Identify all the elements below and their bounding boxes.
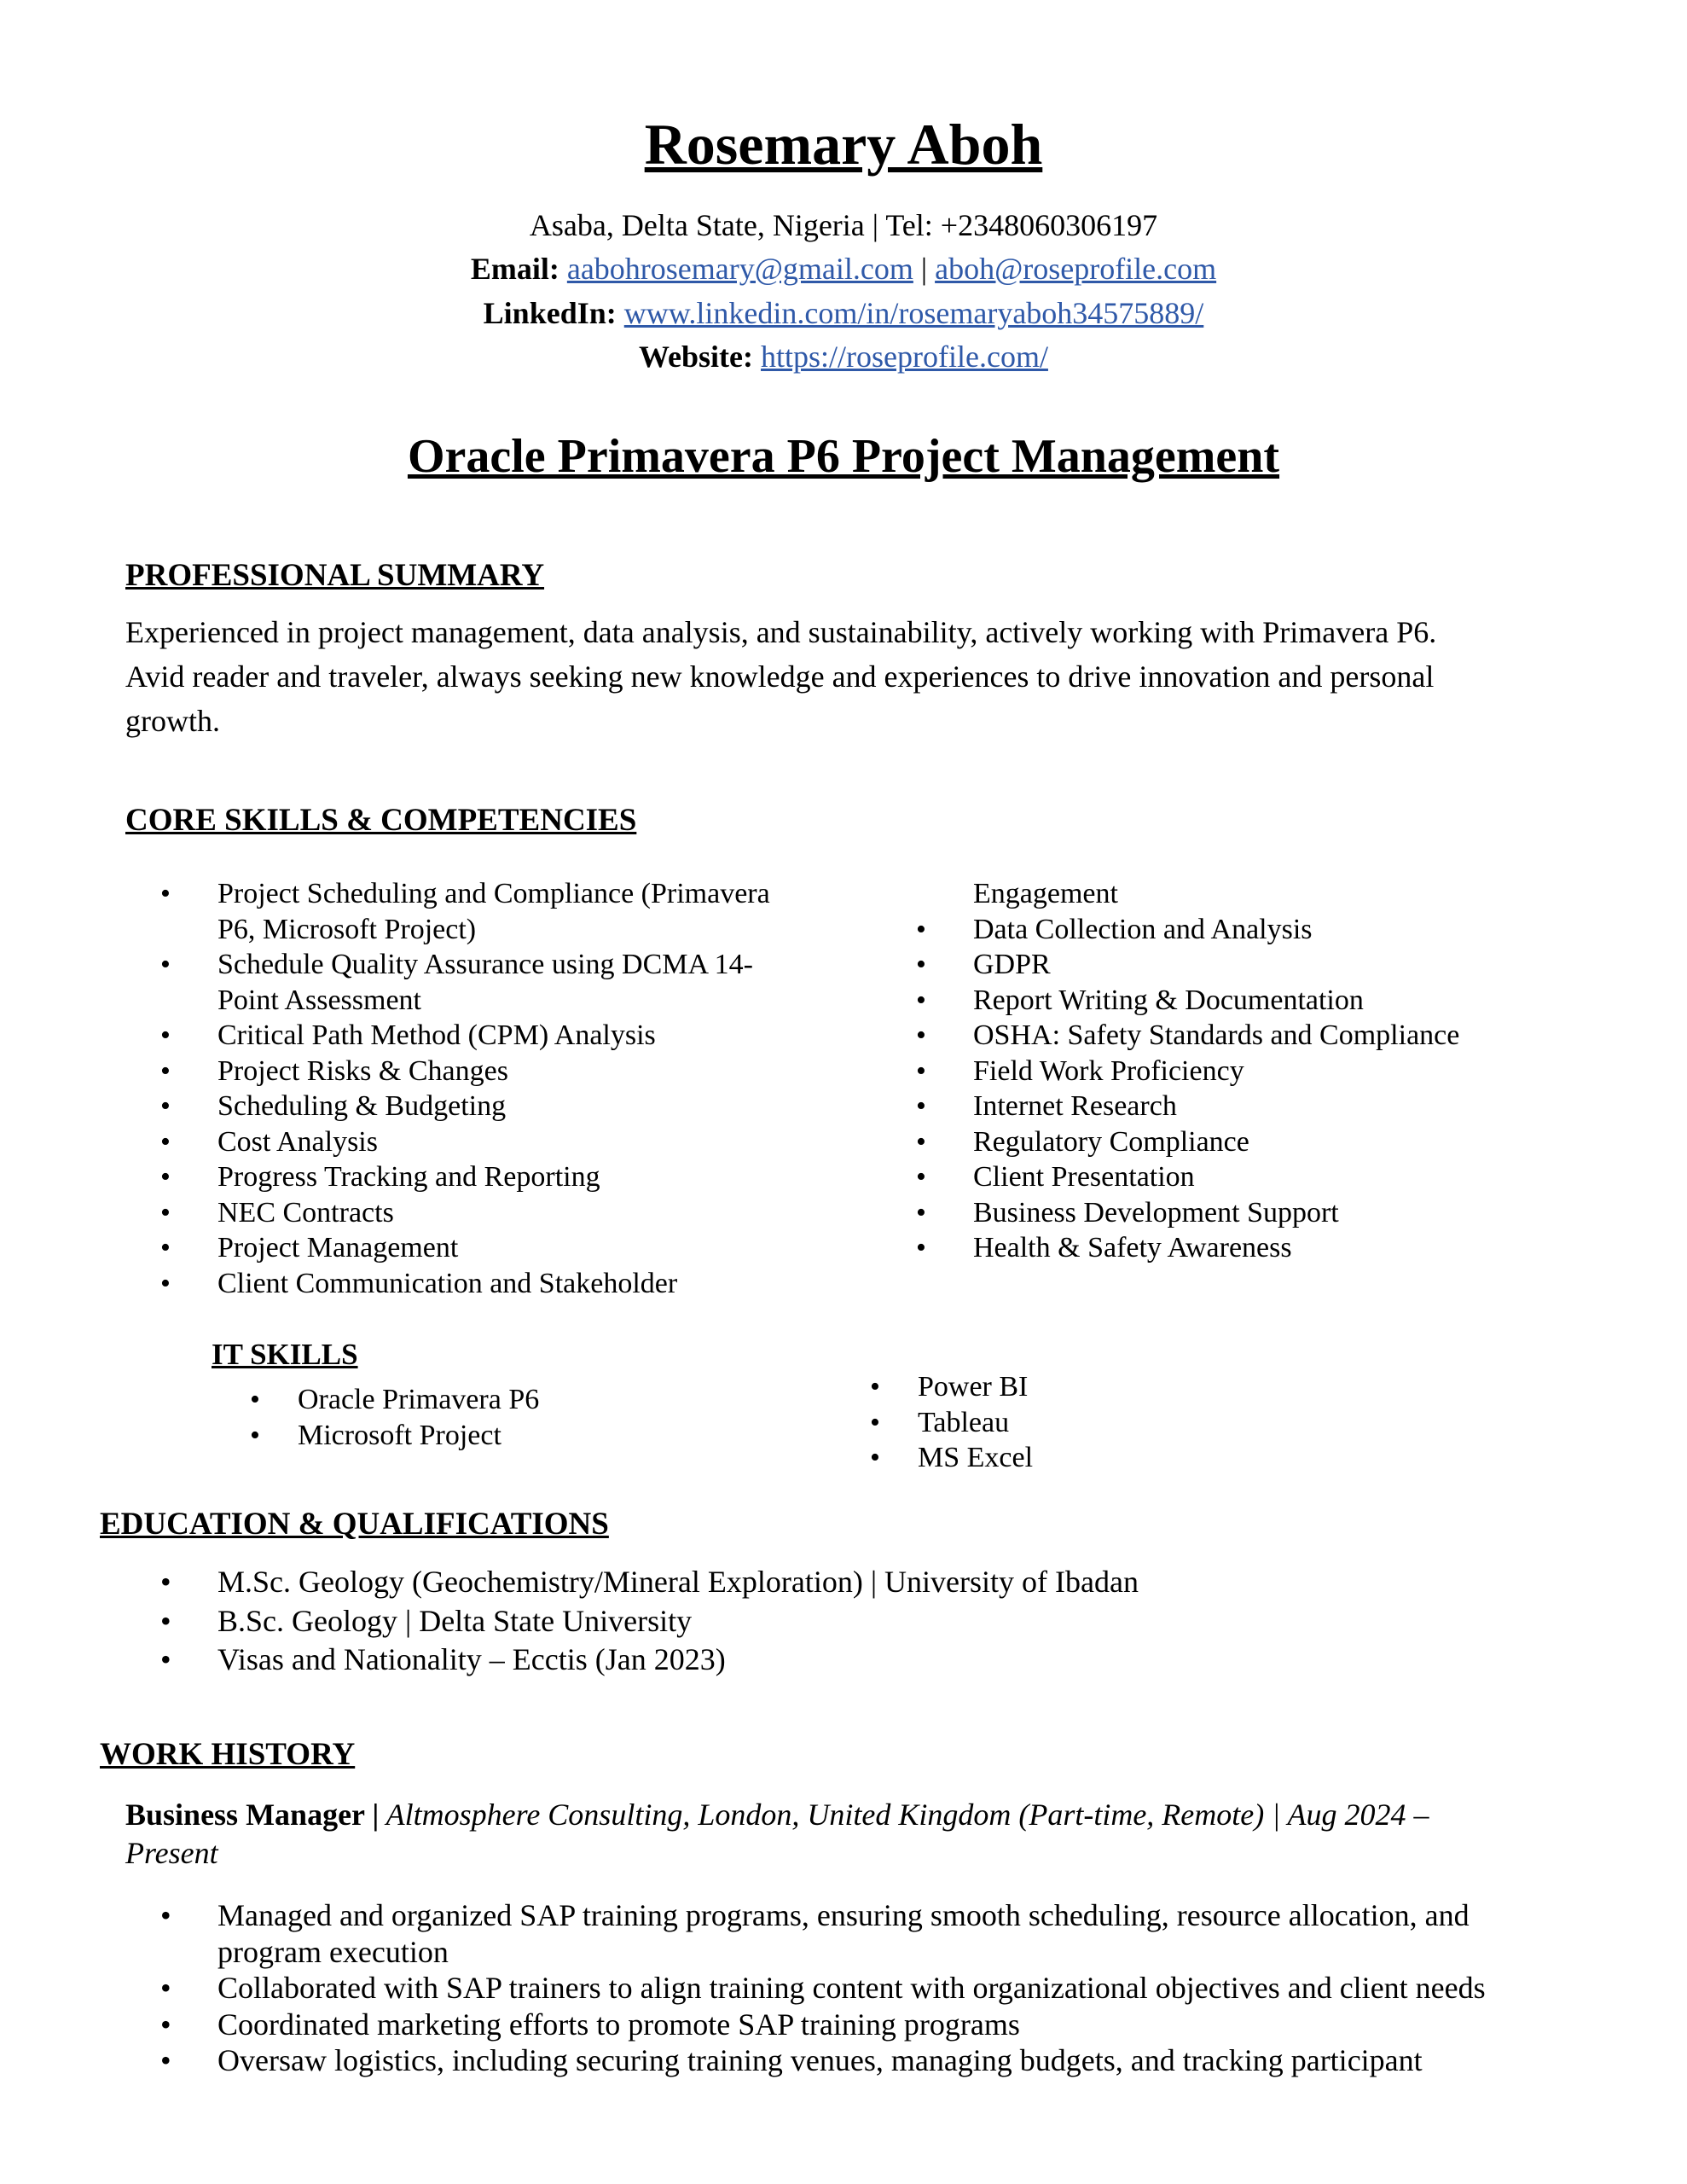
website-label: Website: bbox=[639, 340, 754, 374]
list-item bbox=[160, 1641, 1610, 1680]
list-item bbox=[916, 1054, 1581, 1089]
list-item bbox=[916, 1159, 1581, 1195]
bullet-icon: • bbox=[250, 1419, 260, 1451]
list-item-text: Business Development Support bbox=[973, 1196, 1339, 1228]
list-item-text: Managed and organized SAP training programs, ensuring smooth scheduling, resource allocation, and bbox=[217, 1898, 1470, 1932]
it-skills-right-list bbox=[870, 1369, 1382, 1476]
bullet-icon: • bbox=[870, 1406, 880, 1438]
list-item bbox=[160, 983, 834, 1019]
list-item-text: Cost Analysis bbox=[217, 1125, 378, 1158]
linkedin-line bbox=[0, 295, 1687, 331]
bullet-icon: • bbox=[870, 1442, 880, 1473]
list-item-text: Microsoft Project bbox=[298, 1419, 501, 1451]
list-item-text: Internet Research bbox=[973, 1090, 1177, 1122]
bullet-icon: • bbox=[160, 1161, 171, 1193]
email-link-secondary[interactable]: aboh@roseprofile.com bbox=[935, 252, 1217, 286]
bullet-icon: • bbox=[916, 1090, 926, 1122]
list-item bbox=[160, 1054, 834, 1089]
list-item bbox=[916, 947, 1581, 983]
list-item bbox=[160, 1230, 834, 1266]
job-company: Altmosphere Consulting, London, United Kingdom (Part-time, Remote) | Aug 2024 – bbox=[379, 1798, 1429, 1832]
list-item bbox=[160, 2042, 1627, 2079]
bullet-icon: • bbox=[916, 1125, 926, 1158]
list-item bbox=[160, 1124, 834, 1160]
list-item bbox=[870, 1369, 1382, 1405]
bullet-icon: • bbox=[160, 2007, 171, 2042]
bullet-icon: • bbox=[916, 1019, 926, 1051]
bullet-icon: • bbox=[916, 1196, 926, 1228]
bullet-icon: • bbox=[160, 878, 171, 909]
list-item bbox=[870, 1440, 1382, 1476]
bullet-icon: • bbox=[160, 1019, 171, 1051]
summary-heading: PROFESSIONAL SUMMARY bbox=[125, 558, 545, 593]
list-item bbox=[160, 1897, 1627, 1934]
list-item-text: Schedule Quality Assurance using DCMA 14- bbox=[217, 949, 753, 980]
list-item-text: Scheduling & Budgeting bbox=[217, 1090, 507, 1122]
work-duties-list bbox=[160, 1897, 1627, 2079]
list-item-text: Data Collection and Analysis bbox=[973, 913, 1313, 945]
bullet-icon: • bbox=[160, 1642, 171, 1676]
list-item bbox=[916, 1230, 1581, 1266]
list-item-text: Report Writing & Documentation bbox=[973, 984, 1364, 1016]
work-history-heading: WORK HISTORY bbox=[100, 1737, 356, 1772]
email-link-primary[interactable]: aabohrosemary@gmail.com bbox=[566, 252, 913, 286]
bullet-icon: • bbox=[160, 1267, 171, 1299]
list-item bbox=[250, 1418, 762, 1454]
list-item bbox=[160, 1266, 834, 1302]
list-item bbox=[160, 2007, 1627, 2043]
list-item bbox=[160, 1602, 1610, 1641]
job-header bbox=[125, 1796, 1592, 1873]
bullet-icon: • bbox=[870, 1371, 880, 1403]
summary-text bbox=[125, 610, 1575, 743]
bullet-icon: • bbox=[160, 1603, 171, 1638]
list-item-text: OSHA: Safety Standards and Compliance bbox=[973, 1019, 1460, 1051]
list-item-text: Project Management bbox=[217, 1232, 459, 1263]
candidate-name: Rosemary Aboh bbox=[644, 112, 1043, 177]
address-phone: Asaba, Delta State, Nigeria | Tel: +2348060306197 bbox=[529, 208, 1158, 242]
list-item-text: Engagement bbox=[973, 878, 1118, 909]
list-item-text: Project Scheduling and Compliance (Primavera bbox=[217, 878, 770, 909]
list-item-text: Oracle Primavera P6 bbox=[298, 1384, 540, 1415]
it-skills-left-list bbox=[250, 1382, 762, 1453]
list-item-text: B.Sc. Geology | Delta State University bbox=[217, 1603, 693, 1638]
summary-line: growth. bbox=[125, 704, 220, 738]
core-skills-heading: CORE SKILLS & COMPETENCIES bbox=[125, 803, 637, 838]
bullet-icon: • bbox=[160, 1898, 171, 1932]
list-item bbox=[160, 1159, 834, 1195]
job-period: Present bbox=[125, 1836, 218, 1870]
list-item-text: M.Sc. Geology (Geochemistry/Mineral Exploration) | University of Ibadan bbox=[217, 1565, 1139, 1599]
bullet-icon: • bbox=[160, 1090, 171, 1122]
bullet-icon: • bbox=[160, 1971, 171, 2005]
linkedin-link[interactable]: www.linkedin.com/in/rosemaryaboh34575889/ bbox=[623, 296, 1204, 330]
bullet-icon: • bbox=[916, 1232, 926, 1263]
core-skills-right-list bbox=[916, 876, 1581, 1266]
list-item bbox=[160, 1934, 1627, 1971]
bullet-icon: • bbox=[160, 1232, 171, 1263]
list-item-text: Power BI bbox=[918, 1371, 1029, 1403]
bullet-icon: • bbox=[916, 949, 926, 980]
resume-title: Oracle Primavera P6 Project Management bbox=[407, 430, 1280, 483]
list-item bbox=[160, 876, 834, 912]
list-item-text: Client Communication and Stakeholder bbox=[217, 1267, 678, 1299]
bullet-icon: • bbox=[160, 1565, 171, 1599]
list-item bbox=[160, 1089, 834, 1124]
list-item bbox=[916, 1089, 1581, 1124]
bullet-icon: • bbox=[160, 1054, 171, 1087]
list-item-text: P6, Microsoft Project) bbox=[217, 913, 477, 945]
core-skills-left-list bbox=[160, 876, 834, 1301]
bullet-icon: • bbox=[916, 1161, 926, 1193]
list-item bbox=[160, 1018, 834, 1054]
list-item-text: Tableau bbox=[918, 1406, 1010, 1438]
list-item-text: program execution bbox=[217, 1934, 449, 1969]
bullet-icon: • bbox=[160, 1125, 171, 1158]
summary-line: Avid reader and traveler, always seeking new knowledge and experiences to drive innovation and personal bbox=[125, 659, 1435, 694]
list-item bbox=[160, 1970, 1627, 2007]
list-item bbox=[870, 1405, 1382, 1441]
education-list bbox=[160, 1563, 1610, 1680]
list-item-text: Critical Path Method (CPM) Analysis bbox=[217, 1019, 656, 1051]
list-item bbox=[250, 1382, 762, 1418]
bullet-icon: • bbox=[160, 949, 171, 980]
summary-line: Experienced in project management, data analysis, and sustainability, actively working with Primavera P6. bbox=[125, 615, 1437, 649]
list-item-text: Project Risks & Changes bbox=[217, 1054, 508, 1087]
list-item bbox=[916, 1124, 1581, 1160]
list-item-text: Field Work Proficiency bbox=[973, 1054, 1244, 1087]
bullet-icon: • bbox=[250, 1384, 260, 1415]
list-item bbox=[160, 947, 834, 983]
list-item-text: Collaborated with SAP trainers to align training content with organizational objectives and client needs bbox=[217, 1971, 1486, 2005]
job-header-line bbox=[125, 1834, 1592, 1873]
bullet-icon: • bbox=[160, 1196, 171, 1228]
list-item-text: Oversaw logistics, including securing training venues, managing budgets, and tracking participant bbox=[217, 2043, 1423, 2077]
website-line bbox=[0, 339, 1687, 375]
email-label: Email: bbox=[470, 252, 559, 286]
list-item bbox=[916, 1018, 1581, 1054]
email-separator: | bbox=[913, 252, 936, 286]
list-item bbox=[916, 876, 1581, 912]
list-item-text: NEC Contracts bbox=[217, 1196, 394, 1228]
list-item bbox=[916, 1195, 1581, 1231]
list-item bbox=[160, 1195, 834, 1231]
bullet-icon: • bbox=[916, 913, 926, 945]
education-heading: EDUCATION & QUALIFICATIONS bbox=[100, 1507, 609, 1542]
job-role: Business Manager | bbox=[125, 1798, 380, 1832]
list-item bbox=[916, 983, 1581, 1019]
list-item-text: Coordinated marketing efforts to promote SAP training programs bbox=[217, 2007, 1020, 2042]
linkedin-label: LinkedIn: bbox=[483, 296, 617, 330]
list-item-text: Point Assessment bbox=[217, 984, 421, 1016]
bullet-icon: • bbox=[916, 984, 926, 1016]
bullet-icon: • bbox=[160, 2043, 171, 2077]
list-item-text: Regulatory Compliance bbox=[973, 1125, 1249, 1158]
list-item bbox=[160, 912, 834, 948]
list-item-text: Visas and Nationality – Ecctis (Jan 2023) bbox=[217, 1642, 726, 1676]
list-item-text: Health & Safety Awareness bbox=[973, 1232, 1292, 1263]
bullet-icon: • bbox=[916, 1054, 926, 1087]
it-skills-heading: IT SKILLS bbox=[212, 1338, 358, 1371]
list-item bbox=[160, 1563, 1610, 1602]
job-header-line bbox=[125, 1796, 1592, 1834]
list-item bbox=[916, 912, 1581, 948]
list-item-text: Progress Tracking and Reporting bbox=[217, 1161, 600, 1193]
email-line bbox=[0, 251, 1687, 287]
list-item-text: MS Excel bbox=[918, 1442, 1034, 1473]
list-item-text: Client Presentation bbox=[973, 1161, 1195, 1193]
website-link[interactable]: https://roseprofile.com/ bbox=[761, 340, 1048, 374]
list-item-text: GDPR bbox=[973, 949, 1051, 980]
